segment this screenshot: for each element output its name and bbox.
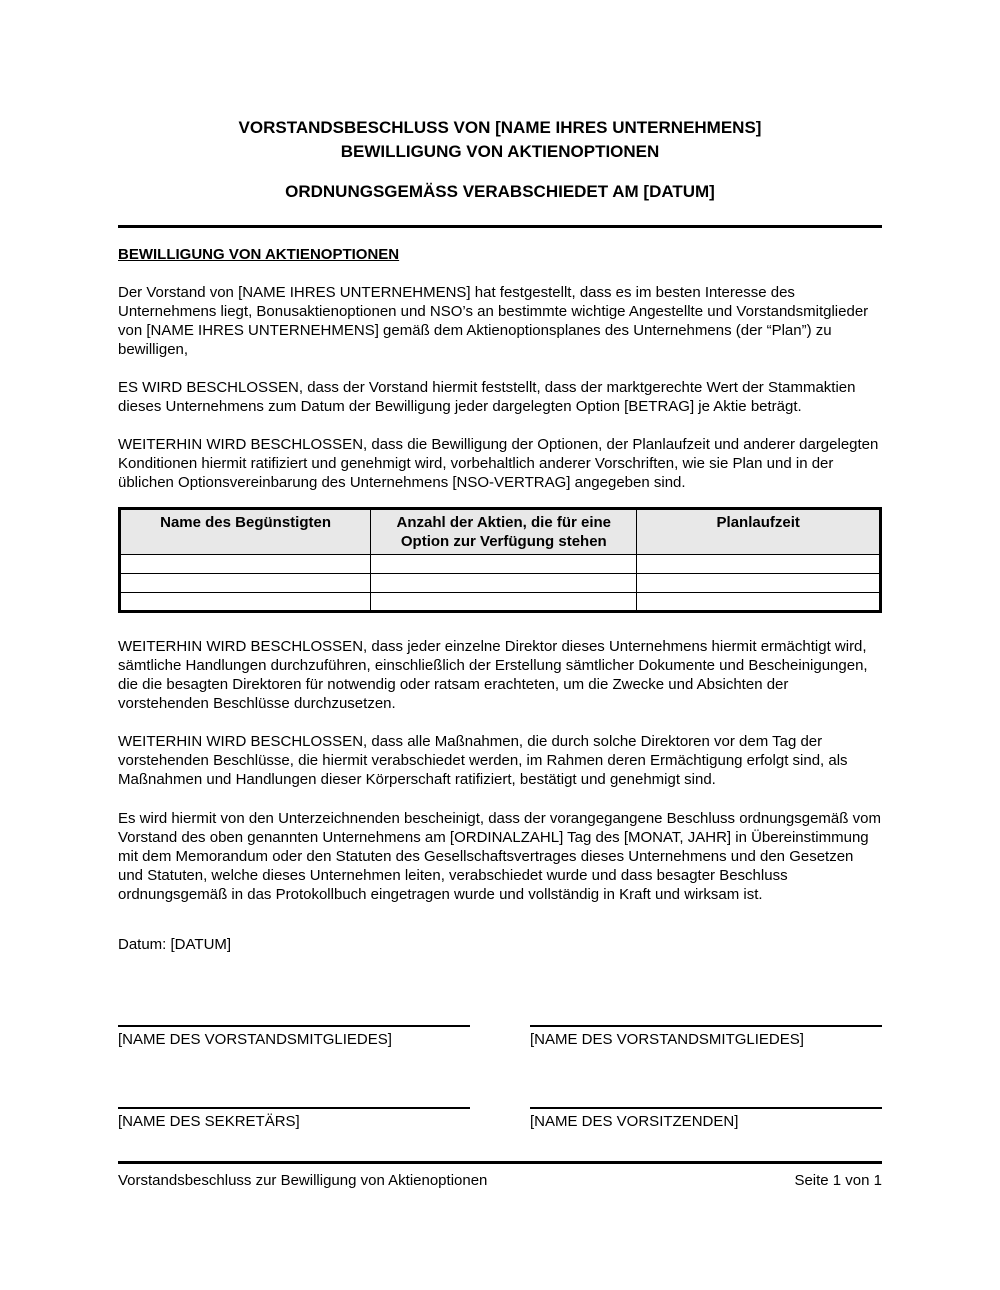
table-cell-plan-term	[637, 555, 881, 574]
footer-page-number: Seite 1 von 1	[794, 1172, 882, 1189]
signature-line	[118, 1107, 470, 1109]
signature-label-board-member-2: [NAME DES VORSTANDSMITGLIEDES]	[530, 1031, 804, 1048]
footer-document-title: Vorstandsbeschluss zur Bewilligung von Aktienoptionen	[118, 1172, 488, 1189]
document-title-block	[118, 116, 882, 204]
signature-row-1	[118, 1025, 882, 1049]
table-cell-share-count	[371, 574, 637, 593]
signature-label-secretary: [NAME DES SEKRETÄRS]	[118, 1113, 300, 1130]
paragraph-resolution-2: WEITERHIN WIRD BESCHLOSSEN, dass die Bewilligung der Optionen, der Planlaufzeit und anderer dargelegten Konditionen hiermit ratifiziert und genehmigt wird, vorbehaltlich anderer Vorschriften, wie sie Plan und in der üblichen Optionsvereinbarung des Unternehmens [NSO-VERTRAG] angegeben sind.	[118, 436, 879, 491]
title-line-2: BEWILLIGUNG VON AKTIENOPTIONEN	[340, 142, 660, 161]
date-line: Datum: [DATUM]	[118, 936, 232, 953]
paragraph-resolution-3: WEITERHIN WIRD BESCHLOSSEN, dass jeder einzelne Direktor dieses Unternehmens hiermit ermächtigt wird, sämtliche Handlungen durchzuführen, einschließlich der Erstellung sämtlicher Dokumente und Bescheinigungen, die die besagten Direktoren für notwendig oder ratsam erachteten, um die Zwecke und Absichten der vorstehenden Beschlüsse durchzusetzen.	[118, 638, 868, 712]
table-cell-plan-term	[637, 593, 881, 612]
table-cell-share-count	[371, 555, 637, 574]
signature-line	[530, 1107, 882, 1109]
table-cell-beneficiary	[120, 574, 371, 593]
paragraph-certification: Es wird hiermit von den Unterzeichnenden bescheinigt, dass der vorangegangene Beschluss ordnungsgemäß vom Vorstand des oben genannten Unternehmens am [ORDINALZAHL] Tag des [MONAT, JAHR] in Übereinstimmung mit dem Memorandum oder den Statuten des Gesellschaftsvertrages dieses Unternehmens und den Gesetzen und Statuten, welche dieses Unternehmen leiten, verabschiedet wurde und dass besagter Beschluss ordnungsgemäß in das Protokollbuch eingetragen wurde und vollständig in Kraft und wirksam ist.	[118, 810, 881, 903]
paragraph-resolution-4: WEITERHIN WIRD BESCHLOSSEN, dass alle Maßnahmen, die durch solche Direktoren vor dem Tag der vorstehenden Beschlüsse, die hiermit verabschiedet werden, im Rahmen deren Ermächtigung erfolgt sind, als Maßnahmen und Handlungen dieser Körperschaft ratifiziert, bestätigt und genehmigt sind.	[118, 733, 848, 788]
paragraph-recital: Der Vorstand von [NAME IHRES UNTERNEHMENS] hat festgestellt, dass es im besten Interesse des Unternehmens liegt, Bonusaktienoptionen und NSO’s an bestimmte wichtige Angestellte und Vorstandsmitglieder von [NAME IHRES UNTERNEHMENS] gemäß dem Aktienoptionsplanes des Unternehmens (der “Plan”) zu bewilligen,	[118, 284, 869, 358]
signature-line	[118, 1025, 470, 1027]
table-row	[120, 593, 881, 612]
signature-line	[530, 1025, 882, 1027]
table-row	[120, 555, 881, 574]
title-line-3: ORDNUNGSGEMÄSS VERABSCHIEDET AM [DATUM]	[285, 182, 715, 201]
signature-block-board-member-2	[530, 1025, 882, 1049]
section-heading: BEWILLIGUNG VON AKTIENOPTIONEN	[118, 246, 400, 263]
title-line-1: VORSTANDSBESCHLUSS VON [NAME IHRES UNTERNEHMENS]	[238, 118, 762, 137]
table-header-beneficiary: Name des Begünstigten	[120, 509, 371, 555]
table-cell-share-count	[371, 593, 637, 612]
signature-label-board-member-1: [NAME DES VORSTANDSMITGLIEDES]	[118, 1031, 392, 1048]
header-divider-rule	[118, 225, 882, 228]
signature-label-chairman: [NAME DES VORSITZENDEN]	[530, 1113, 739, 1130]
table-header-plan-term: Planlaufzeit	[637, 509, 881, 555]
paragraph-resolution-1: ES WIRD BESCHLOSSEN, dass der Vorstand hiermit feststellt, dass der marktgerechte Wert der Stammaktien dieses Unternehmens zum Datum der Bewilligung jeder dargelegten Option [BETRAG] je Aktie beträgt.	[118, 379, 856, 415]
signature-block-secretary	[118, 1107, 470, 1131]
table-cell-beneficiary	[120, 593, 371, 612]
table-row	[120, 574, 881, 593]
signature-block-chairman	[530, 1107, 882, 1131]
table-header-row	[120, 509, 881, 555]
table-header-share-count: Anzahl der Aktien, die für eine Option zur Verfügung stehen	[371, 509, 637, 555]
signature-row-2	[118, 1107, 882, 1131]
signature-block-board-member-1	[118, 1025, 470, 1049]
table-cell-beneficiary	[120, 555, 371, 574]
footer-divider-rule	[118, 1161, 882, 1164]
option-grant-table	[118, 507, 882, 613]
page-footer	[118, 1171, 882, 1190]
table-cell-plan-term	[637, 574, 881, 593]
